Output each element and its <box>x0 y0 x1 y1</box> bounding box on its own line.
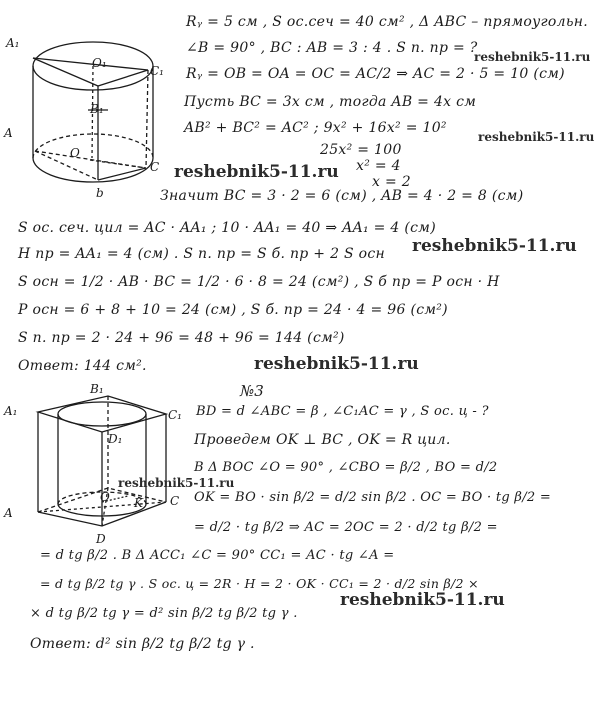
p2-line-1: Rᵧ = 5 см , S ос.сеч = 40 см² , Δ ABC – прямоугольн. <box>186 14 589 30</box>
fig2-label-a: A <box>4 506 13 520</box>
p3-line-3: В Δ BOC ∠O = 90° , ∠CBO = β/2 , BO = d/2 <box>194 460 498 475</box>
watermark-6: reshebnik5-11.ru <box>118 476 235 490</box>
watermark-7: reshebnik5-11.ru <box>340 590 505 610</box>
p3-line-1: BD = d ∠ABC = β , ∠C₁AC = γ , S ос. ц - ? <box>196 404 489 419</box>
p2-line-9: Значит BC = 3 · 2 = 6 (см) , AB = 4 · 2 = 8 (см) <box>160 188 524 204</box>
fig1-label-b1: B₁ <box>90 102 104 116</box>
p3-line-2: Проведем OK ⊥ BC , OK = R цил. <box>194 432 451 448</box>
watermark-4: reshebnik5-11.ru <box>412 236 577 256</box>
fig2-label-b1: B₁ <box>90 382 104 396</box>
p2-line-7: x² = 4 <box>356 158 401 174</box>
p2-line-12: S осн = 1/2 · AB · BC = 1/2 · 6 · 8 = 24 (см²) , S б пр = P осн · H <box>18 274 500 290</box>
watermark-5: reshebnik5-11.ru <box>254 354 419 374</box>
p2-line-3: Rᵧ = OB = OA = OC = AC/2 ⇒ AC = 2 · 5 = 10 (см) <box>186 66 565 82</box>
p2-line-6: 25x² = 100 <box>320 142 402 158</box>
watermark-3: reshebnik5-11.ru <box>174 162 339 182</box>
fig1-label-b: b <box>96 186 104 200</box>
watermark-1: reshebnik5-11.ru <box>474 50 591 64</box>
p2-line-10: S ос. сеч. цил = AC · AA₁ ; 10 · AA₁ = 40 ⇒ AA₁ = 4 (см) <box>18 220 436 236</box>
p3-line-4: OK = BO · sin β/2 = d/2 sin β/2 . OC = BO · tg β/2 = <box>194 490 552 505</box>
fig2-label-d: D <box>96 532 106 546</box>
fig2-label-c1: C₁ <box>168 408 182 422</box>
p2-line-13: P осн = 6 + 8 + 10 = 24 (см) , S б. пр = 24 · 4 = 96 (см²) <box>18 302 448 318</box>
fig1-label-o1: O₁ <box>92 56 107 70</box>
p2-line-5: AB² + BC² = AC² ; 9x² + 16x² = 10² <box>184 120 447 136</box>
p3-line-9: Ответ: d² sin β/2 tg β/2 tg γ . <box>30 636 255 652</box>
problem-3-heading: №3 <box>240 382 264 400</box>
fig1-label-a: A <box>4 126 13 140</box>
p3-line-5: = d/2 · tg β/2 ⇒ AC = 2OC = 2 · d/2 tg β/2 = <box>194 520 498 535</box>
p3-line-8: × d tg β/2 tg γ = d² sin β/2 tg β/2 tg γ . <box>30 606 298 621</box>
fig1-label-c1: C₁ <box>150 64 164 78</box>
p3-line-6: = d tg β/2 . В Δ ACC₁ ∠C = 90° CC₁ = AC · tg ∠A = <box>40 548 395 563</box>
p2-line-2: ∠B = 90° , BC : AB = 3 : 4 . S п. пр = ? <box>186 40 478 56</box>
fig2-label-a1: A₁ <box>4 404 18 418</box>
prism-cylinder-drawing <box>18 392 188 542</box>
p2-line-15: Ответ: 144 см². <box>18 358 147 374</box>
p2-line-11: H пр = AA₁ = 4 (см) . S п. пр = S б. пр + 2 S осн <box>18 246 386 262</box>
p3-line-7: = d tg β/2 tg γ . S ос. ц = 2R · H = 2 · OK · CC₁ = 2 · d/2 sin β/2 × <box>40 576 479 591</box>
p2-line-14: S п. пр = 2 · 24 + 96 = 48 + 96 = 144 (см²) <box>18 330 345 346</box>
fig2-label-k: K <box>134 496 143 510</box>
fig1-label-a1: A₁ <box>6 36 20 50</box>
fig2-label-c: C <box>170 494 180 508</box>
prism-cylinder-figure <box>18 392 188 542</box>
fig2-label-o: O <box>100 490 110 504</box>
fig1-label-c: C <box>150 160 160 174</box>
fig1-label-o: O <box>70 146 80 160</box>
p2-line-4: Пусть BC = 3x см , тогда AB = 4x см <box>184 94 477 110</box>
fig2-label-d1: D₁ <box>108 432 123 446</box>
watermark-2: reshebnik5-11.ru <box>478 130 595 144</box>
p2-line-8: x = 2 <box>372 174 411 190</box>
